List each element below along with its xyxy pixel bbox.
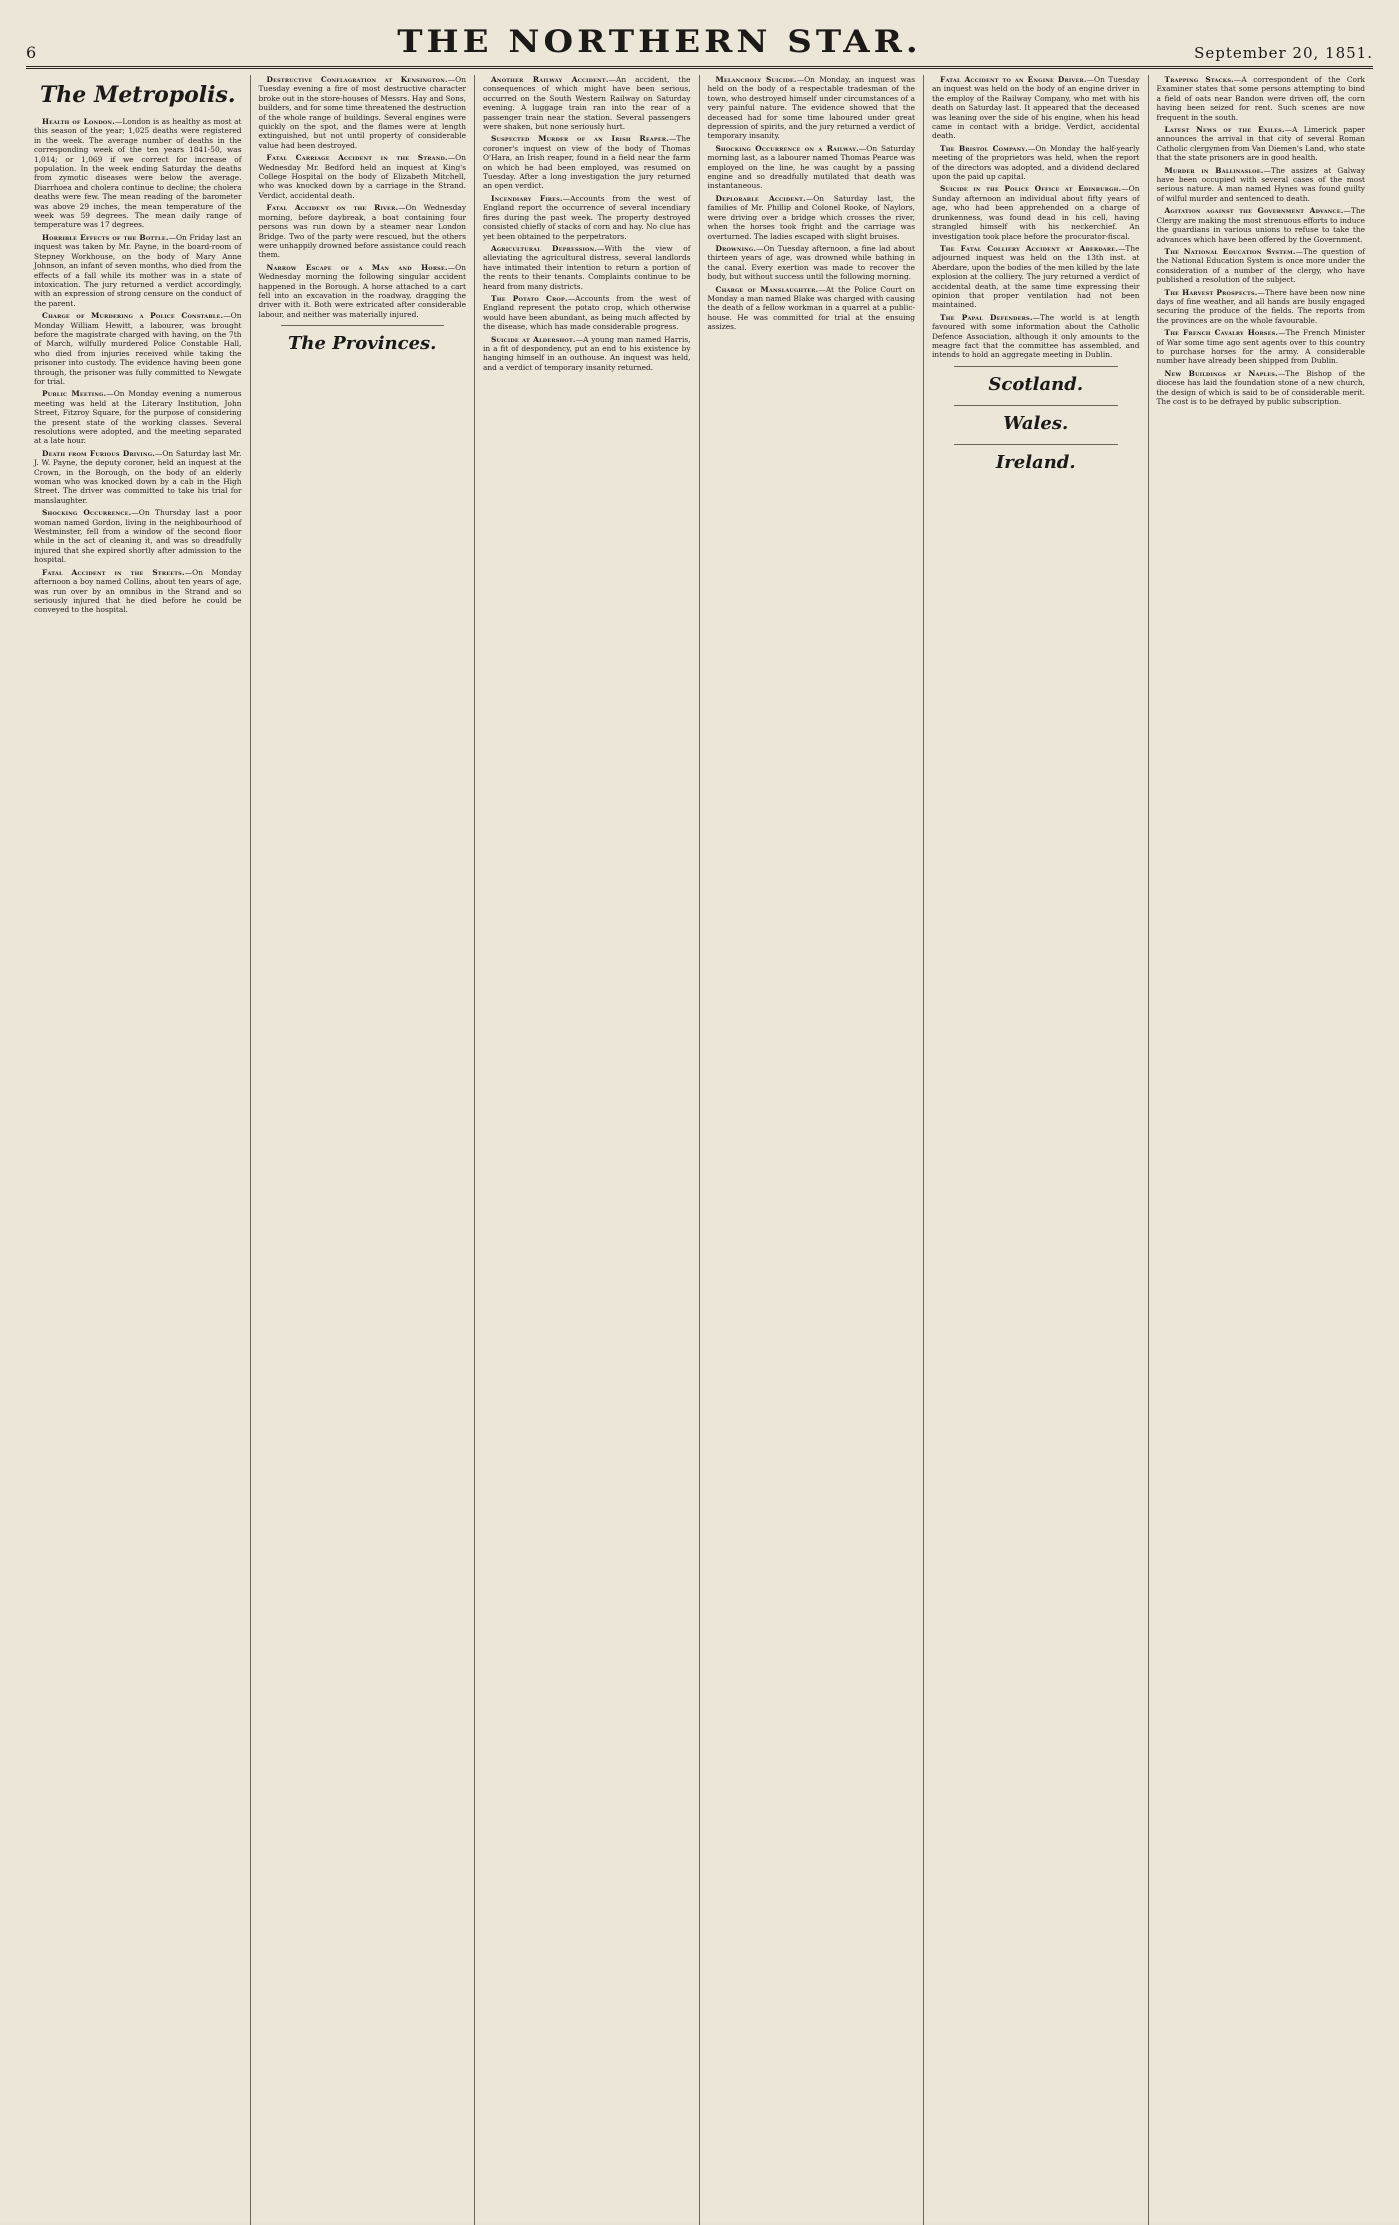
news-item: [483, 244, 691, 291]
page-number: 6: [26, 43, 37, 62]
news-item-text: A Limerick paper announces the arrival in that city of several Roman Catholic clergymen from Van Diemen's Land, who state that the state prisoners are in good health.: [1156, 125, 1365, 163]
column-items: [932, 75, 1140, 360]
news-item: [1157, 369, 1366, 407]
headline-separator: —: [114, 117, 123, 126]
news-item: [1157, 75, 1366, 122]
news-item: [483, 194, 691, 241]
news-item-headline: Fatal Accident in the Streets.: [42, 567, 185, 577]
headline-separator: —: [796, 75, 805, 84]
news-item-headline: Suicide in the Police Office at Edinburgh.: [940, 184, 1122, 194]
headline-separator: —: [184, 567, 193, 577]
headline-separator: —: [1257, 287, 1265, 297]
column-items: [34, 117, 242, 615]
news-item-headline: Fatal Carriage Accident in the Strand.: [266, 153, 448, 163]
headline-separator: —: [858, 143, 867, 153]
news-item-headline: Fatal Accident to an Engine Driver.: [940, 75, 1087, 84]
headline-separator: —: [1295, 246, 1304, 256]
section-heading-provinces: The Provinces.: [288, 333, 437, 355]
column-items: [1157, 75, 1366, 406]
news-item-text: On Monday afternoon a boy named Collins, about ten years of age, was run over by an omnibus in the Strand and so seriously injured that he died before he could be conveyed to the hospital.: [34, 567, 242, 615]
news-item-headline: Deplorable Accident.: [715, 193, 806, 203]
news-item-text: On Monday the half-yearly meeting of the proprietors was held, when the report of the directors was adopted, and a dividend declared upon the paid up capital.: [932, 143, 1140, 182]
news-item-headline: Melancholy Suicide.: [715, 75, 797, 84]
column-3: [475, 75, 700, 2225]
headline-separator: —: [106, 389, 114, 399]
news-item-headline: Death from Furious Driving.: [42, 448, 155, 458]
news-item: [34, 311, 242, 386]
news-item: [34, 508, 242, 564]
headline-separator: —: [1118, 243, 1126, 253]
news-item-text: The French Minister of War some time ago sent agents over to this country to purchase horses for the army. A considerable number have already been shipped from Dublin.: [1156, 328, 1365, 366]
news-item-headline: Charge of Manslaughter.: [715, 284, 819, 294]
news-item-text: A young man named Harris, in a fit of despondency, put an end to his existence by hanging himself in an outhouse. An inquest was held, and a verdict of temporary insanity returned.: [483, 334, 691, 372]
news-item: [1157, 328, 1366, 366]
headline-separator: —: [597, 243, 605, 253]
news-item: [34, 233, 242, 308]
headline-separator: —: [131, 508, 139, 518]
headline-separator: —: [223, 311, 231, 321]
news-item: [1157, 288, 1366, 326]
headline-separator: —: [1121, 184, 1129, 194]
issue-date: September 20, 1851.: [1194, 44, 1373, 62]
news-item-text: At the Police Court on Monday a man named Blake was charged with causing the death of a fellow workman in a quarrel at a public-house. He was committed for trial at the ensuing assizes.: [707, 284, 916, 332]
divider: [954, 366, 1118, 367]
news-item: [259, 153, 467, 200]
news-item-text: On Monday William Hewitt, a labourer, was brought before the magistrate charged with having, on the 7th of March, wilfully murdered Police Constable Hall, who died from injuries received while taking the prisoner into custody. The evidence having been gone through, the prisoner was fully committed to Newgate for trial.: [34, 311, 242, 386]
news-item: [932, 144, 1140, 182]
column-items: [259, 75, 467, 319]
news-item: [1157, 206, 1366, 244]
headline-separator: —: [1032, 312, 1041, 322]
column-4: [700, 75, 925, 2225]
headline-separator: —: [1343, 206, 1351, 216]
column-6: [1149, 75, 1374, 2225]
headline-separator: —: [1086, 75, 1095, 84]
news-item-text: London is as healthy as most at this season of the year; 1,025 deaths were registered in the week. The average number of deaths in the corresponding week of the ten years 1841-50, was 1,014; or 1,069 if we correct for increase of population. In the week ending Saturday the deaths from zymotic diseases were below the average. Diarrhoea and cholera continue to decline; the cholera deaths were few. The mean reading of the barometer was above 29 inches, the mean temperature of the week was 59 degrees. The mean daily range of temperature was 17 degrees.: [34, 117, 242, 230]
news-item: [708, 285, 916, 332]
news-item: [708, 194, 916, 241]
news-item: [932, 184, 1140, 240]
news-item-headline: Murder in Ballinasloe.: [1164, 165, 1264, 175]
column-items: [483, 75, 691, 372]
headline-separator: —: [669, 134, 677, 144]
news-item-text: On Wednesday Mr. Bedford held an inquest at King's College Hospital on the body of Elizabeth Mitchell, who was knocked down by a carriage in the Strand. Verdict, accidental death.: [258, 153, 466, 200]
news-item: [34, 449, 242, 505]
news-item-headline: Drowning.: [715, 243, 757, 253]
news-item: [932, 244, 1140, 310]
news-item-text: On Saturday morning last, as a labourer named Thomas Pearce was employed on the line, he was caught by a passing engine and so dreadfully mutilated that death was instantaneous.: [707, 143, 915, 191]
news-item-text: Accounts from the west of England represent the potato crop, which otherwise would have been abundant, as being much affected by the disease, which has made considerable progress.: [483, 293, 691, 332]
section-heading-scotland: Scotland.: [988, 373, 1084, 395]
newspaper-title: THE NORTHERN STAR.: [397, 24, 922, 60]
section-heading-wales: Wales.: [1003, 412, 1069, 434]
news-item-text: On Sunday afternoon an individual about fifty years of age, who had been apprehended on a charge of drunkenness, was found dead in his cell, having strangled himself with his neckerchief. An investigation took place before the procurator-fiscal.: [932, 184, 1140, 241]
news-item-text: The world is at length favoured with some information about the Catholic Defence Association, although it only amounts to the meagre fact that the committee has assembled, and intends to hold an aggregate meeting in Dublin.: [932, 312, 1140, 360]
news-item-text: On Monday, an inquest was held on the body of a respectable tradesman of the town, who destroyed himself under circumstances of a very painful nature. The evidence showed that the deceased had for some time laboured under great depression of spirits, and the jury returned a verdict of temporary insanity.: [707, 75, 915, 141]
news-item-headline: Shocking Occurrence on a Railway.: [715, 143, 859, 153]
masthead: [26, 18, 1373, 69]
news-item-text: On Tuesday afternoon, a fine lad about thirteen years of age, was drowned while bathing in the canal. Every exertion was made to recover the body, but without success until the following morning.: [707, 243, 915, 282]
news-item-headline: The French Cavalry Horses.: [1164, 328, 1279, 338]
column-1: [26, 75, 251, 2225]
news-item-text: On Tuesday an inquest was held on the body of an engine driver in the employ of the Railway Company, who met with his death on Saturday last. It appeared that the deceased was leaning over the side of his engine, when his head came in contact with a bridge. Verdict, accidental death.: [932, 75, 1140, 141]
news-item-headline: Charge of Murdering a Police Constable.: [42, 311, 224, 321]
section-heading-metropolis: The Metropolis.: [39, 82, 236, 108]
news-item-text: There have been now nine days of fine weather, and all hands are busily engaged securing the produce of the fields. The reports from the provinces are on the whole favourable.: [1156, 287, 1365, 325]
news-item-text: On Wednesday morning, before daybreak, a boat containing four persons was run down by a steamer near London Bridge. Two of the party were rescued, but the others were unhappily drowned before assistance could reach them.: [258, 203, 466, 260]
news-item: [483, 75, 691, 131]
article-columns: [26, 75, 1373, 2225]
news-item-headline: Public Meeting.: [42, 389, 107, 399]
news-item: [483, 294, 691, 332]
news-item-headline: New Buildings at Naples.: [1164, 368, 1278, 378]
news-item: [708, 144, 916, 191]
news-item-headline: Agricultural Depression.: [491, 243, 598, 253]
headline-separator: —: [1278, 328, 1286, 338]
news-item: [708, 75, 916, 141]
news-item-headline: Trapping Stacks.: [1164, 75, 1234, 84]
news-item: [34, 117, 242, 230]
headline-separator: —: [154, 448, 163, 458]
column-items: [708, 75, 916, 332]
news-item-text: An accident, the consequences of which might have been serious, occurred on the South Western Railway on Saturday evening. A luggage train ran into the rear of a passenger train near the station. Several passengers were shaken, but none seriously hurt.: [483, 75, 691, 132]
headline-separator: —: [398, 203, 406, 213]
news-item-text: With the view of alleviating the agricultural distress, several landlords have intimated their intention to return a portion of the rents to their tenants. Complaints continue to be heard from many districts.: [483, 243, 691, 291]
news-item-text: On Thursday last a poor woman named Gordon, living in the neighbourhood of Westminster, fell from a window of the second floor while in the act of cleaning it, and was so dreadfully injured that she expired shortly after admission to the hospital.: [34, 508, 242, 565]
news-item-headline: Destructive Conflagration at Kensington.: [266, 75, 448, 84]
column-2: [251, 75, 476, 2225]
news-item-text: Accounts from the west of England report the occurrence of several incendiary fires during the past week. The property destroyed consisted chiefly of stacks of corn and hay. No clue has yet been obtained to the perpetrators.: [483, 193, 691, 241]
news-item-headline: Shocking Occurrence.: [42, 508, 132, 518]
headline-separator: —: [608, 75, 617, 84]
headline-separator: —: [756, 243, 764, 253]
news-item-text: The Clergy are making the most strenuous efforts to induce the guardians in various unions to refuse to take the advances which have been offered by the Government.: [1156, 206, 1365, 244]
news-item-headline: The National Education System.: [1164, 246, 1296, 256]
news-item-text: The question of the National Education System is once more under the consideration of a number of the clergy, who have published a resolution of the subject.: [1156, 246, 1365, 285]
news-item: [259, 75, 467, 150]
headline-separator: —: [1027, 143, 1036, 153]
news-item: [483, 335, 691, 373]
news-item: [932, 75, 1140, 141]
news-item: [932, 313, 1140, 360]
headline-separator: —: [805, 193, 814, 203]
news-item-text: The Bishop of the diocese has laid the foundation stone of a new church, the design of which is said to be of considerable merit. The cost is to be defrayed by public subscription.: [1156, 368, 1365, 406]
news-item-text: On Tuesday evening a fire of most destructive character broke out in the store-houses of Messrs. Hay and Sons, builders, and for some time threatened the destruction of the whole range of buildings. Several engines were quickly on the spot, and the flames were at length extinguished, but not until property of considerable value had been destroyed.: [258, 75, 466, 150]
headline-separator: —: [575, 334, 584, 344]
news-item-headline: Horrible Effects of the Bottle.: [42, 232, 169, 242]
news-item-headline: Health of London.: [42, 117, 115, 126]
section-heading-ireland: Ireland.: [995, 451, 1076, 473]
news-item: [1157, 247, 1366, 285]
divider: [954, 444, 1118, 445]
headline-separator: —: [1277, 368, 1286, 378]
news-item-text: On Saturday last Mr. J. W. Payne, the deputy coroner, held an inquest at the Crown, in the Borough, on the body of an elderly woman who was knocked down by a cab in the High Street. The driver was committed to take his trial for manslaughter.: [34, 448, 242, 505]
news-item-text: On Wednesday morning the following singular accident happened in the Borough. A horse attached to a cart fell into an excavation in the roadway, dragging the driver with it. Both were extricated after considerable labour, and neither was materially injured.: [258, 262, 466, 319]
news-item-headline: Incendiary Fires.: [491, 193, 563, 203]
headline-separator: —: [1284, 125, 1293, 135]
news-item: [259, 263, 467, 319]
news-item-headline: The Potato Crop.: [491, 293, 568, 303]
headline-separator: —: [562, 193, 571, 203]
news-item-headline: Narrow Escape of a Man and Horse.: [266, 262, 448, 272]
headline-separator: —: [447, 153, 456, 163]
news-item-text: On Monday evening a numerous meeting was held at the Literary Institution, John Street, Fitzroy Square, for the purpose of considering the present state of the working classes. Several resolutions were adopted, and the meeting separated at a late hour.: [34, 389, 242, 446]
news-item: [1157, 166, 1366, 204]
headline-separator: —: [818, 284, 826, 294]
news-item: [708, 244, 916, 282]
news-item-headline: The Harvest Prospects.: [1164, 287, 1258, 297]
news-item-text: On Friday last an inquest was taken by Mr. Payne, in the board-room of Stepney Workhouse, on the body of Mary Anne Johnson, an infant of seven months, who died from the effects of a fall while its mother was in a state of intoxication. The jury returned a verdict accordingly, with an expression of strong censure on the conduct of the parent.: [34, 232, 242, 308]
news-item-headline: Latest News of the Exiles.: [1164, 125, 1285, 135]
divider: [954, 405, 1118, 406]
headline-separator: —: [1233, 75, 1242, 84]
column-5: [924, 75, 1149, 2225]
news-item: [34, 389, 242, 445]
news-item-text: The adjourned inquest was held on the 13th inst. at Aberdare, upon the bodies of the men killed by the late explosion at the colliery. The jury returned a verdict of accidental death, at the same time expressing their opinion that proper ventilation had not been maintained.: [932, 243, 1140, 310]
news-item-text: On Saturday last, the families of Mr. Phillip and Colonel Rooke, of Naylors, were driving over a bridge which crosses the river, when the horses took fright and the carriage was overturned. The ladies escaped with slight bruises.: [707, 193, 915, 241]
headline-separator: —: [567, 293, 576, 303]
divider: [281, 325, 445, 326]
news-item-text: A correspondent of the Cork Examiner states that some persons attempting to bind a field of oats near Bandon were driven off, the corn having been seized for rent. Such scenes are now frequent in the south.: [1156, 75, 1365, 122]
news-item-headline: Suicide at Aldershot.: [491, 334, 576, 344]
news-item: [34, 568, 242, 615]
headline-separator: —: [168, 232, 176, 242]
headline-separator: —: [447, 262, 456, 272]
news-item-text: The assizes at Galway have been occupied with several cases of the most serious nature. A man named Hynes was found guilty of wilful murder and sentenced to death.: [1156, 165, 1365, 203]
news-item-headline: Suspected Murder of an Irish Reaper.: [491, 134, 670, 144]
news-item-text: The coroner's inquest on view of the body of Thomas O'Hara, an Irish reaper, found in a field near the farm on which he had been employed, was resumed on Tuesday. After a long investigation the jury returned an open verdict.: [483, 134, 691, 191]
news-item-headline: Another Railway Accident.: [491, 75, 609, 84]
news-item-headline: Fatal Accident on the River.: [266, 203, 399, 213]
news-item: [1157, 125, 1366, 163]
news-item-headline: Agitation against the Government Advance.: [1164, 206, 1344, 216]
news-item-headline: The Papal Defenders.: [940, 312, 1033, 322]
headline-separator: —: [447, 75, 456, 84]
headline-separator: —: [1263, 165, 1271, 175]
news-item-headline: The Fatal Colliery Accident at Aberdare.: [940, 243, 1119, 253]
news-item: [259, 203, 467, 259]
news-item-headline: The Bristol Company.: [940, 143, 1028, 153]
news-item: [483, 134, 691, 190]
